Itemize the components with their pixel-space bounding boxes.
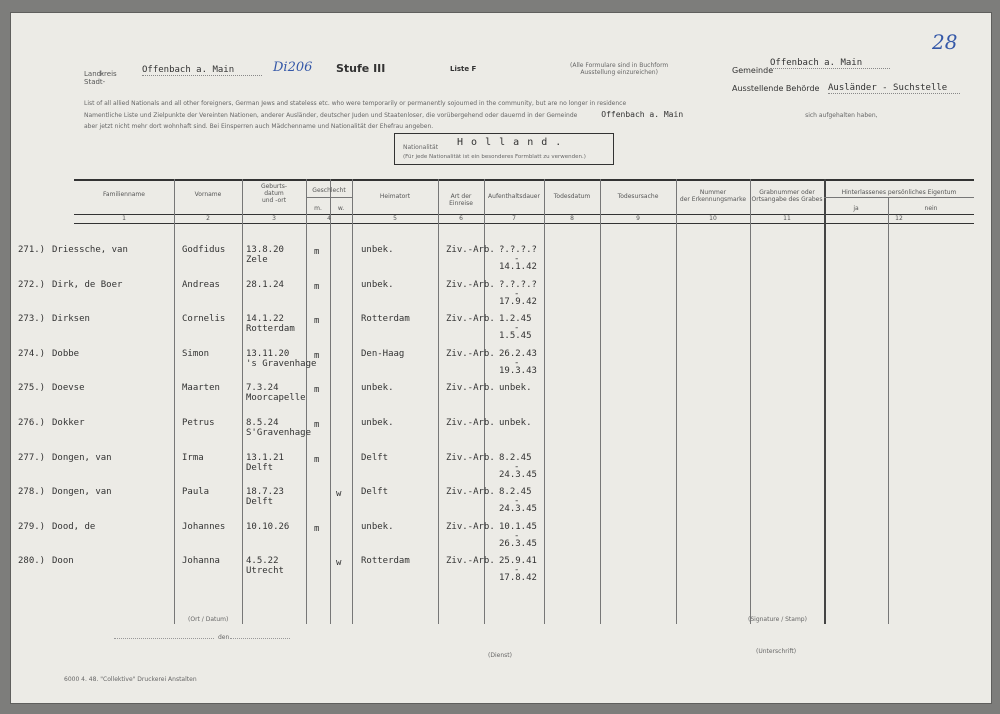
row-familienname: Dirksen	[52, 314, 90, 325]
row-geburtsort: Zele	[246, 255, 268, 265]
row-geburtsdatum: 4.5.22	[246, 556, 279, 567]
row-art: Ziv.-Arb.	[446, 279, 495, 290]
col-todesursache: Todesursache	[617, 193, 659, 200]
row-familienname: Dongen, van	[52, 487, 112, 498]
row-number: 275.)	[18, 383, 46, 394]
kreis-value: Offenbach a. Main	[142, 65, 262, 76]
row-aufenthalt-von: unbek.	[499, 418, 532, 428]
row-aufenthalt-bis: 24.3.45	[499, 504, 537, 515]
nationality-value: H o l l a n d .	[457, 137, 563, 148]
intro-line2-wrap	[84, 109, 964, 121]
col-art: Art der Einreise	[449, 193, 473, 207]
row-aufenthalt-dash: -	[514, 565, 520, 576]
row-art: Ziv.-Arb.	[446, 348, 495, 359]
row-geburtsort: Delft	[246, 462, 274, 473]
behoerde-label: Ausstellende Behörde	[732, 84, 820, 93]
row-aufenthalt-bis: 14.1.42	[499, 262, 537, 272]
footer-dienst: (Dienst)	[488, 652, 512, 659]
row-familienname: Dobbe	[52, 348, 80, 359]
row-aufenthalt-bis: 24.3.45	[499, 469, 537, 480]
stufe-label: Stufe III	[336, 62, 386, 75]
row-heimatort: unbek.	[361, 245, 394, 255]
row-number: 280.)	[18, 556, 46, 567]
row-vorname: Petrus	[182, 418, 215, 428]
row-familienname: Dirk, de Boer	[52, 279, 123, 290]
row-sex-m: m	[314, 281, 320, 292]
intro-line3: aber jetzt nicht mehr dort wohnhaft sind. Bei Einsperren auch Mädchenname und Nationalität der Ehefrau angeben.	[84, 123, 434, 130]
colnum-2: 2	[206, 215, 210, 222]
note-right-line2: Ausstellung einzureichen)	[580, 69, 658, 76]
row-sex-m: m	[314, 316, 320, 327]
row-number: 277.)	[18, 452, 46, 463]
row-geburtsdatum: 13.1.21	[246, 452, 284, 463]
col-geburtsdatum: Geburts- datum und -ort	[260, 183, 288, 204]
row-geburtsdatum: 28.1.24	[246, 279, 284, 290]
footer-den-line	[230, 638, 290, 639]
col-erkennungsmarke: Nummer der Erkennungsmarke	[679, 189, 747, 203]
row-vorname: Godfidus	[182, 245, 226, 255]
col-geschlecht-w: w.	[337, 205, 345, 212]
row-number: 271.)	[18, 245, 46, 255]
kreis-label-line1: Land-	[84, 70, 104, 78]
col-eigentum-ja: ja	[853, 205, 859, 212]
row-aufenthalt-dash: -	[514, 357, 520, 368]
row-geburtsdatum: 18.7.23	[246, 487, 284, 498]
row-aufenthalt-von: 8.2.45	[499, 487, 532, 498]
row-vorname: Andreas	[182, 279, 220, 290]
footer-printer: 6000 4. 48. "Collektive" Druckerei Anstalten	[64, 676, 197, 683]
colnum-4: 4	[327, 215, 331, 222]
behoerde-value: Ausländer - Suchstelle	[828, 83, 960, 94]
row-art: Ziv.-Arb.	[446, 452, 495, 463]
row-art: Ziv.-Arb.	[446, 521, 495, 532]
row-aufenthalt-von: 1.2.45	[499, 314, 532, 325]
row-familienname: Driessche, van	[52, 245, 128, 255]
row-geburtsort: Moorcapelle	[246, 393, 306, 404]
row-familienname: Doon	[52, 556, 74, 567]
col-eigentum-nein: nein	[924, 205, 938, 212]
row-heimatort: Den-Haag	[361, 348, 405, 359]
row-geburtsdatum: 14.1.22	[246, 314, 284, 325]
colnum-11: 11	[783, 215, 791, 222]
row-heimatort: unbek.	[361, 383, 394, 394]
row-art: Ziv.-Arb.	[446, 418, 495, 428]
colnum-8: 8	[570, 215, 574, 222]
row-vorname: Simon	[182, 348, 210, 359]
col-heimatort: Heimatort	[379, 193, 411, 200]
row-geburtsort: S'Gravenhage	[246, 428, 312, 438]
row-art: Ziv.-Arb.	[446, 487, 495, 498]
col-familienname: Familienname	[103, 191, 145, 198]
row-aufenthalt-von: 26.2.43	[499, 348, 537, 359]
row-number: 278.)	[18, 487, 46, 498]
kreis-label-line3: Stadt-	[84, 78, 106, 86]
nationality-label: Nationalität	[403, 144, 439, 151]
row-heimatort: unbek.	[361, 521, 394, 532]
row-sex-w: w	[336, 489, 342, 500]
row-aufenthalt-dash: -	[514, 254, 520, 264]
kreis-label	[84, 70, 117, 86]
row-geburtsdatum: 8.5.24	[246, 418, 279, 428]
row-geburtsort: Utrecht	[246, 566, 284, 577]
row-art: Ziv.-Arb.	[446, 556, 495, 567]
list-table	[18, 179, 974, 624]
row-sex-m: m	[314, 350, 320, 361]
row-aufenthalt-dash: -	[514, 288, 520, 299]
row-familienname: Doevse	[52, 383, 85, 394]
row-aufenthalt-von: ?.?.?.?	[499, 245, 537, 255]
row-sex-m: m	[314, 385, 320, 396]
intro-line1: List of all allied Nationals and all other foreigners, German Jews and stateless etc. who were temporarily or permanently sojourned in the community, but are no longer in residence	[84, 100, 627, 107]
row-familienname: Dood, de	[52, 521, 96, 532]
row-number: 276.)	[18, 418, 46, 428]
colnum-3: 3	[272, 215, 276, 222]
handwritten-note: Di206	[273, 60, 313, 75]
row-vorname: Paula	[182, 487, 210, 498]
row-aufenthalt-dash: -	[514, 496, 520, 507]
row-vorname: Johannes	[182, 521, 226, 532]
row-aufenthalt-dash: -	[514, 461, 520, 472]
col-grab: Grabnummer oder Ortsangabe des Grabes	[751, 189, 823, 203]
row-geburtsort: Delft	[246, 497, 274, 508]
row-geburtsdatum: 7.3.24	[246, 383, 279, 394]
row-vorname: Johanna	[182, 556, 220, 567]
footer-unterschrift: (Unterschrift)	[756, 648, 797, 655]
row-art: Ziv.-Arb.	[446, 314, 495, 325]
footer-signature: (Signature / Stamp)	[748, 616, 807, 623]
colnum-6: 6	[459, 215, 463, 222]
gemeinde-value: Offenbach a. Main	[770, 58, 890, 69]
row-aufenthalt-dash: -	[514, 530, 520, 541]
row-familienname: Dokker	[52, 418, 85, 428]
row-geburtsdatum: 13.11.20	[246, 348, 290, 359]
colnum-12: 12	[895, 215, 903, 222]
footer-den: den	[218, 634, 230, 641]
row-heimatort: Delft	[361, 452, 389, 463]
row-number: 272.)	[18, 279, 46, 290]
row-aufenthalt-von: 8.2.45	[499, 452, 532, 463]
row-sex-m: m	[314, 420, 320, 430]
row-aufenthalt-von: ?.?.?.?	[499, 279, 537, 290]
row-sex-m: m	[314, 523, 320, 534]
intro-city: Offenbach a. Main	[601, 110, 684, 119]
row-number: 274.)	[18, 348, 46, 359]
row-number: 273.)	[18, 314, 46, 325]
row-aufenthalt-bis: 1.5.45	[499, 331, 532, 342]
row-art: Ziv.-Arb.	[446, 383, 495, 394]
row-vorname: Cornelis	[182, 314, 226, 325]
colnum-10: 10	[709, 215, 717, 222]
row-geburtsdatum: 13.8.20	[246, 245, 284, 255]
intro-line2-end: sich aufgehalten haben,	[805, 112, 878, 119]
row-number: 279.)	[18, 521, 46, 532]
row-heimatort: unbek.	[361, 279, 394, 290]
row-aufenthalt-bis: 17.9.42	[499, 296, 537, 307]
row-aufenthalt-von: unbek.	[499, 383, 532, 394]
row-aufenthalt-bis: 19.3.43	[499, 365, 537, 376]
document-sheet	[10, 12, 992, 704]
col-aufenthalt: Aufenthaltsdauer	[488, 193, 540, 200]
col-todesdatum: Todesdatum	[553, 193, 591, 200]
row-geburtsort: 's Gravenhage	[246, 358, 317, 369]
note-right	[570, 62, 668, 76]
page-number-handwritten: 28	[932, 30, 958, 54]
gemeinde-label: Gemeinde	[732, 66, 774, 75]
row-vorname: Maarten	[182, 383, 220, 394]
kreis-label-line2: kreis	[100, 70, 117, 78]
col-vorname: Vorname	[194, 191, 222, 198]
footer-date-line	[114, 638, 214, 639]
note-right-line1: (Alle Formulare sind in Buchform	[570, 62, 669, 69]
liste-label: Liste F	[450, 65, 477, 73]
nationality-box	[394, 133, 614, 165]
colnum-5: 5	[393, 215, 397, 222]
row-aufenthalt-bis: 26.3.45	[499, 538, 537, 549]
row-aufenthalt-von: 10.1.45	[499, 521, 537, 532]
footer-ort-datum: (Ort / Datum)	[188, 616, 229, 623]
row-sex-w: w	[336, 558, 342, 569]
colnum-7: 7	[512, 215, 516, 222]
row-heimatort: Rotterdam	[361, 314, 410, 325]
row-familienname: Dongen, van	[52, 452, 112, 463]
row-sex-m: m	[314, 247, 320, 257]
nationality-note: (Für jede Nationalität ist ein besonderes Formblatt zu verwenden.)	[403, 154, 586, 160]
row-aufenthalt-von: 25.9.41	[499, 556, 537, 567]
row-heimatort: Rotterdam	[361, 556, 410, 567]
row-heimatort: Delft	[361, 487, 389, 498]
row-aufenthalt-bis: 17.8.42	[499, 573, 537, 584]
col-geschlecht: Geschlecht	[312, 187, 346, 194]
col-geschlecht-m: m.	[314, 205, 322, 212]
colnum-1: 1	[122, 215, 126, 222]
intro-line2: Namentliche Liste und Zielpunkte der Vereinten Nationen, anderer Ausländer, deutscher Juden und Staatenloser, die vorübergehend oder dauernd in der Gemeinde	[84, 112, 578, 119]
row-aufenthalt-dash: -	[514, 323, 520, 334]
row-heimatort: unbek.	[361, 418, 394, 428]
col-eigentum: Hinterlassenes persönliches Eigentum	[841, 189, 957, 196]
row-geburtsdatum: 10.10.26	[246, 521, 290, 532]
row-geburtsort: Rotterdam	[246, 324, 295, 335]
row-vorname: Irma	[182, 452, 204, 463]
colnum-9: 9	[636, 215, 640, 222]
intro-text	[84, 98, 964, 132]
row-art: Ziv.-Arb.	[446, 245, 495, 255]
row-sex-m: m	[314, 454, 320, 465]
